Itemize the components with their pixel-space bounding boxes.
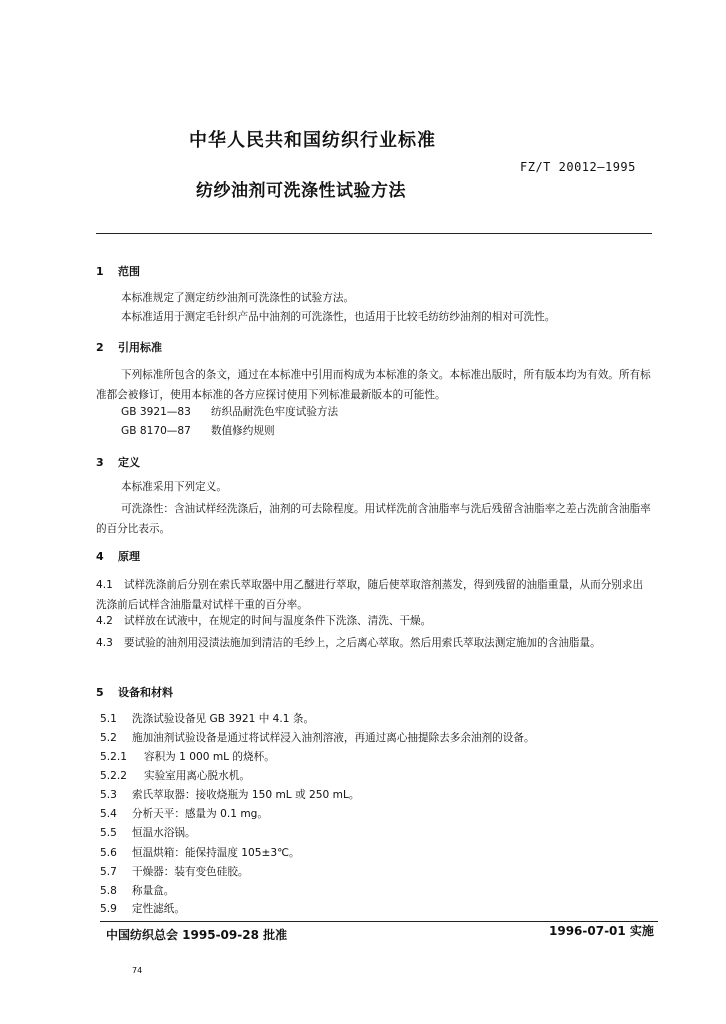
clause-text: 要试验的油剂用浸渍法施加到清洁的毛纱上，之后离心萃取。然后用索氏萃取法测定施加的含油脂量。 [124,637,601,649]
item-number: 5.9 [100,903,117,915]
equipment-item [100,883,174,898]
item-text: 恒温烘箱：能保持温度 105±3℃。 [132,847,300,859]
reference-code: GB 3921—83 [121,406,191,418]
section-number: 3 [96,456,104,469]
section-title: 原理 [118,550,140,563]
section-heading-2 [96,339,162,355]
section-number: 4 [96,550,104,563]
approval-line: 中国纺织总会 1995-09-28 批准 [106,928,288,942]
section-heading-5 [96,684,173,700]
equipment-item [100,901,185,916]
paragraph: 可洗涤性：含油试样经洗涤后，油剂的可去除程度。用试样洗前含油脂率与洗后残留含油脂率之差占洗前含油脂率的百分比表示。 [96,503,651,535]
reference-code: GB 8170—87 [121,425,191,437]
item-number: 5.3 [100,789,117,801]
item-number: 5.4 [100,808,117,820]
item-text: 索氏萃取器：接收烧瓶为 150 mL 或 250 mL。 [132,789,360,801]
section-heading-4 [96,548,140,564]
item-number: 5.2.1 [100,751,127,763]
equipment-item [100,864,249,879]
implementation-date: 1996-07-01 实施 [549,924,654,938]
clause-text: 试样洗涤前后分别在索氏萃取器中用乙醚进行萃取，随后使萃取溶剂蒸发，得到残留的油脂重量，从而分别求出洗涤前后试样含油脂量对试样干重的百分率。 [96,579,644,611]
equipment-item [100,768,250,783]
item-text: 实验室用离心脱水机。 [144,770,250,782]
section-heading-1 [96,263,140,279]
equipment-item [100,806,268,821]
reference-item [121,424,275,438]
item-text: 洗涤试验设备见 GB 3921 中 4.1 条。 [132,713,315,725]
item-text: 容积为 1 000 mL 的烧杯。 [144,751,275,763]
section-heading-3 [96,454,140,470]
paragraph: 本标准规定了测定纺纱油剂可洗涤性的试验方法。 [121,292,355,304]
clause-4-2 [96,614,431,628]
item-text: 干燥器：装有变色硅胶。 [132,866,249,878]
item-number: 5.7 [100,866,117,878]
page-number: 74 [132,966,143,975]
equipment-item [100,711,314,726]
item-number: 5.8 [100,885,117,897]
item-number: 5.5 [100,827,117,839]
equipment-item [100,787,359,802]
clause-4-1 [96,575,652,615]
reference-item [121,405,338,419]
item-number: 5.1 [100,713,117,725]
section-title: 范围 [118,265,140,278]
equipment-item [100,825,196,840]
item-text: 分析天平：感量为 0.1 mg。 [132,808,268,820]
reference-title: 纺织品耐洗色牢度试验方法 [211,406,339,418]
item-number: 5.2 [100,732,117,744]
standard-number: FZ/T 20012—1995 [520,160,636,174]
item-text: 施加油剂试验设备是通过将试样浸入油剂溶液，再通过离心抽提除去多余油剂的设备。 [132,732,535,744]
paragraph: 本标准适用于测定毛针织产品中油剂的可洗涤性，也适用于比较毛纺纺纱油剂的相对可洗性。 [121,311,556,323]
header-divider [96,233,652,234]
item-number: 5.6 [100,847,117,859]
item-text: 恒温水浴锅。 [132,827,196,839]
clause-number: 4.2 [96,615,113,627]
paragraph: 本标准采用下列定义。 [121,481,227,493]
section-title: 引用标准 [118,341,162,354]
clause-number: 4.3 [96,637,113,649]
item-number: 5.2.2 [100,770,127,782]
section-title: 定义 [118,456,140,469]
section-title: 设备和材料 [118,686,173,699]
paragraph: 下列标准所包含的条文，通过在本标准中引用而构成为本标准的条文。本标准出版时，所有版本均为有效。所有标准都会被修订，使用本标准的各方应探讨使用下列标准最新版本的可能性。 [96,369,651,401]
equipment-item [100,749,275,764]
item-text: 定性滤纸。 [132,903,185,915]
org-standard-heading: 中华人民共和国纺织行业标准 [189,130,436,151]
equipment-item [100,730,535,745]
section-number: 1 [96,265,104,278]
document-title: 纺纱油剂可洗涤性试验方法 [196,181,406,201]
equipment-item [100,845,300,860]
clause-text: 试样放在试液中，在规定的时间与温度条件下洗涤、清洗、干燥。 [124,615,432,627]
section-number: 5 [96,686,104,699]
clause-4-3 [96,633,652,653]
section-number: 2 [96,341,104,354]
item-text: 称量盒。 [132,885,175,897]
clause-number: 4.1 [96,579,113,591]
reference-title: 数值修约规则 [211,425,275,437]
